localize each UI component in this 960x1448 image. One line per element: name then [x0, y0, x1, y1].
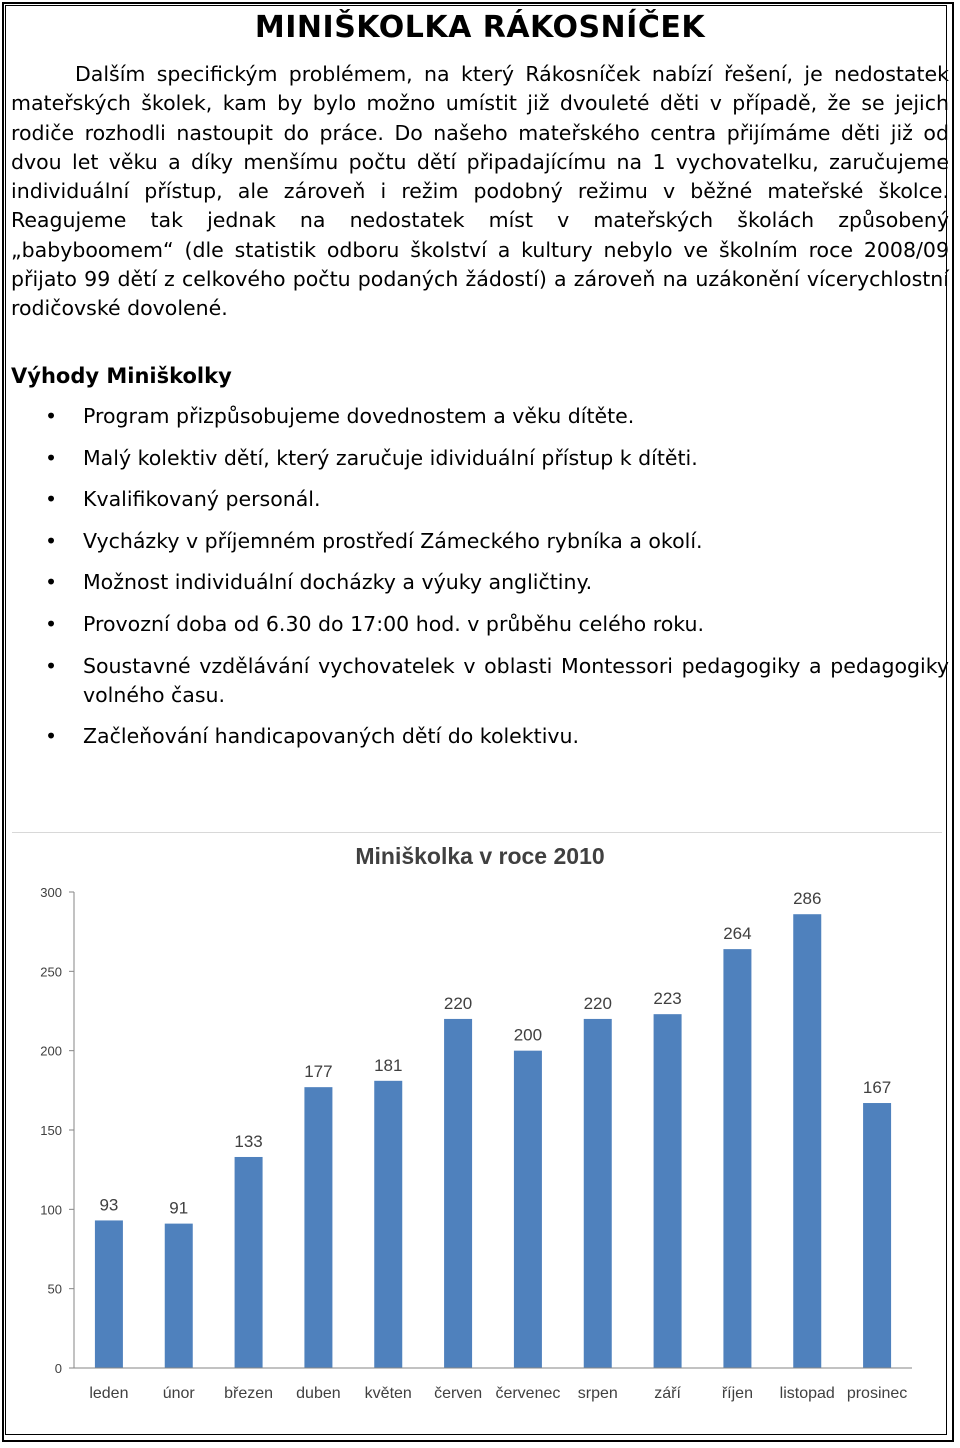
list-item-text: Soustavné vzdělávání vychovatelek v oblasti Montessori pedagogiky a pedagogiky volného času. — [83, 653, 949, 707]
data-label: 181 — [374, 1055, 403, 1075]
list-item — [11, 568, 949, 597]
list-item-text: Program přizpůsobujeme dovednostem a věku dítěte. — [83, 404, 635, 428]
bullet-icon: • — [45, 445, 58, 470]
list-item — [11, 527, 949, 556]
x-tick-label: květen — [364, 1385, 412, 1402]
bars — [95, 889, 891, 1368]
bullet-icon: • — [45, 404, 58, 428]
bar-prosinec — [863, 1103, 891, 1368]
data-label: 220 — [443, 993, 473, 1013]
x-tick-label: listopad — [779, 1385, 835, 1402]
x-tick-label: leden — [89, 1385, 129, 1402]
list-item — [11, 652, 949, 710]
bar-duben — [304, 1087, 332, 1368]
x-tick-label: duben — [296, 1385, 341, 1402]
bullet-icon: • — [45, 528, 58, 553]
data-label: 220 — [583, 993, 612, 1013]
y-tick-label: 150 — [40, 1123, 62, 1138]
list-item-text: Možnost individuální docházky a výuky angličtiny. — [83, 570, 593, 595]
bar-listopad — [793, 914, 821, 1368]
x-tick-label: září — [654, 1385, 681, 1402]
data-label: 167 — [862, 1078, 892, 1098]
bullet-icon: • — [45, 570, 58, 595]
x-tick-label: červen — [434, 1385, 483, 1402]
data-label: 200 — [513, 1025, 543, 1045]
list-item — [11, 485, 949, 514]
y-tick-label: 200 — [40, 1043, 62, 1059]
data-label: 91 — [169, 1198, 189, 1218]
data-label: 93 — [99, 1195, 119, 1215]
data-label: 286 — [793, 889, 822, 909]
list-item — [11, 402, 949, 431]
x-tick-label: srpen — [577, 1385, 618, 1402]
bullet-icon: • — [45, 611, 58, 636]
y-axis — [40, 885, 74, 1376]
bar-chart — [12, 833, 942, 1427]
list-item — [11, 610, 949, 639]
y-tick-label: 100 — [40, 1202, 62, 1218]
bar-říjen — [723, 949, 751, 1368]
bullet-icon: • — [45, 487, 58, 512]
bar-červen — [444, 1019, 472, 1368]
y-tick-label: 250 — [40, 964, 62, 980]
intro-paragraph: Dalším specifickým problémem, na který Rákosníček nabízí řešení, je nedostatek mateřských školek, kam by bylo možno umístit již dvouleté děti v případě, že se jejich rodiče rozhodli nastoupit do práce. Do našeho mateřského centra přijímáme děti již od dvou let věku a díky menšímu počtu dětí připadajícímu na 1 vychovatelku, zaručujeme individuální přístup, ale zároveň i režim podobný režimu v běžné mateřské školce. Reagujeme tak jednak na nedostatek míst v mateřských školách způsobený „babyboomem“ (dle statistik odboru školství a kultury nebylo ve školním roce 2008/09 přijato 99 dětí z celkového počtu podaných žádostí) a zároveň na uzákonění vícerychlostní rodičovské dovolené. — [11, 62, 949, 321]
list-item-text: Malý kolektiv dětí, který zaručuje idividuální přístup k dítěti. — [83, 445, 698, 470]
x-tick-label: březen — [224, 1385, 274, 1402]
x-tick-label: říjen — [721, 1385, 753, 1402]
list-item-text: Kvalifikovaný personál. — [83, 487, 321, 512]
data-label: 223 — [653, 989, 682, 1009]
list-item — [11, 444, 949, 473]
data-label: 177 — [304, 1062, 333, 1082]
y-tick-label: 50 — [47, 1281, 62, 1297]
y-tick-label: 300 — [40, 885, 62, 900]
bar-srpen — [584, 1019, 612, 1368]
bullet-icon: • — [45, 724, 58, 749]
x-axis — [74, 1368, 912, 1402]
list-item-text: Provozní doba od 6.30 do 17:00 hod. v průběhu celého roku. — [83, 611, 705, 636]
x-tick-label: únor — [162, 1385, 195, 1402]
bar-červenec — [514, 1051, 542, 1368]
bar-únor — [165, 1224, 193, 1368]
bullet-icon: • — [45, 653, 58, 678]
list-item-text: Vycházky v příjemném prostředí Zámeckého rybníka a okolí. — [83, 528, 703, 553]
bar-květen — [374, 1081, 402, 1368]
list-item — [11, 722, 949, 751]
chart-title: Miniškolka v roce 2010 — [355, 843, 605, 869]
benefits-heading: Výhody Miniškolky — [11, 364, 232, 388]
list-item-text: Začleňování handicapovaných dětí do kolektivu. — [83, 724, 580, 749]
bar-září — [654, 1014, 682, 1368]
page-title: MINIŠKOLKA RÁKOSNÍČEK — [254, 10, 706, 45]
data-label: 264 — [723, 924, 752, 944]
chart-container — [12, 832, 942, 1427]
x-tick-label: prosinec — [846, 1385, 908, 1402]
data-label: 133 — [234, 1131, 263, 1151]
bar-březen — [235, 1157, 263, 1368]
benefits-list — [11, 402, 949, 764]
bar-leden — [95, 1220, 123, 1368]
x-tick-label: červenec — [495, 1385, 561, 1402]
y-tick-label: 0 — [54, 1361, 62, 1376]
